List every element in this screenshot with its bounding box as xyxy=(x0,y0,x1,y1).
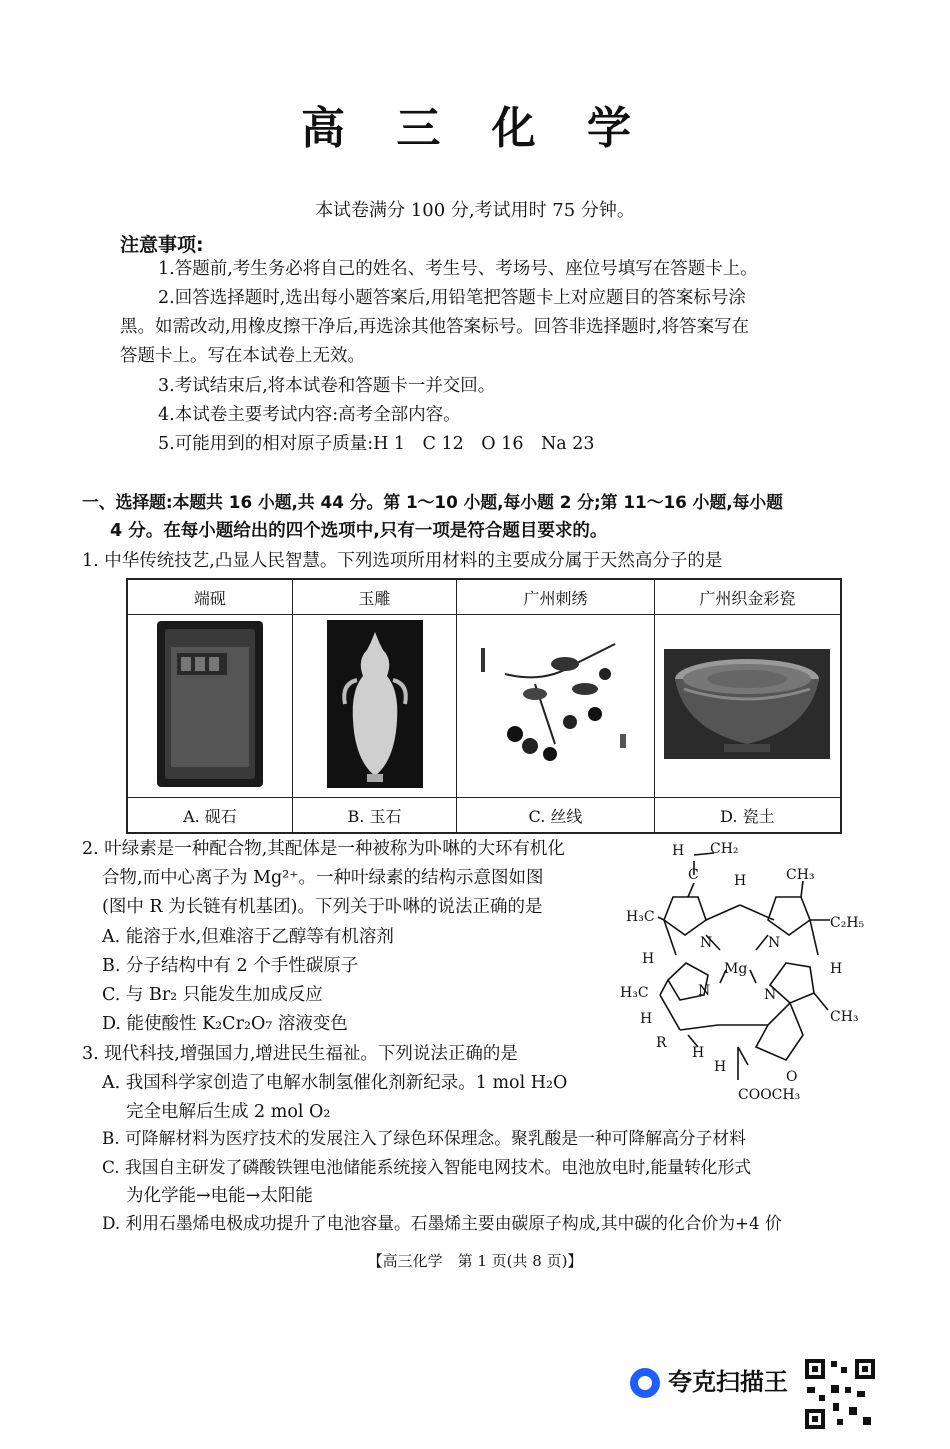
scanner-logo-icon xyxy=(628,1366,662,1400)
notice-line: 1.答题前,考生务必将自己的姓名、考生号、考场号、座位号填写在答题卡上。 xyxy=(158,259,758,279)
qr-code-icon xyxy=(803,1357,877,1431)
caption-cell: 端砚 xyxy=(127,579,292,615)
option-a-label: A. 砚石 xyxy=(127,798,292,834)
q3-option-d: D. 利用石墨烯电极成功提升了电池容量。石墨烯主要由碳原子构成,其中碳的化合价为+4 价 xyxy=(102,1213,782,1233)
struct-label: H xyxy=(640,1011,653,1027)
q3-option-a-cont: 完全电解后生成 2 mol O₂ xyxy=(126,1102,331,1122)
porcelain-bowl-image xyxy=(654,615,841,798)
q2-option-c: C. 与 Br₂ 只能发生加成反应 xyxy=(102,985,323,1005)
struct-label: H xyxy=(714,1059,727,1075)
notice-line: 2.回答选择题时,选出每小题答案后,用铅笔把答题卡上对应题目的答案标号涂 xyxy=(158,288,746,308)
q2-option-b: B. 分子结构中有 2 个手性碳原子 xyxy=(102,956,359,976)
struct-label: H₃C xyxy=(626,909,655,925)
notice-line: 答题卡上。写在本试卷上无效。 xyxy=(120,346,365,366)
struct-label: H xyxy=(642,951,655,967)
caption-cell: 玉雕 xyxy=(292,579,456,615)
struct-label: CH₃ xyxy=(830,1009,859,1025)
struct-label: N xyxy=(698,983,711,999)
question-2-stem: 2. 叶绿素是一种配合物,其配体是一种被称为卟啉的大环有机化 xyxy=(82,839,565,859)
struct-label: H₃C xyxy=(620,985,649,1001)
struct-label: N xyxy=(768,935,781,951)
q1-materials-table xyxy=(126,578,842,834)
q3-option-c: C. 我国自主研发了磷酸铁锂电池储能系统接入智能电网技术。电池放电时,能量转化形式 xyxy=(102,1157,752,1177)
caption-cell: 广州织金彩瓷 xyxy=(654,579,841,615)
option-d-label: D. 瓷土 xyxy=(654,798,841,834)
struct-label: H xyxy=(672,843,685,859)
section-heading: 4 分。在每小题给出的四个选项中,只有一项是符合题目要求的。 xyxy=(110,521,608,541)
notice-line: 4.本试卷主要考试内容:高考全部内容。 xyxy=(158,405,461,425)
struct-label: CH₃ xyxy=(786,867,815,883)
q3-option-b: B. 可降解材料为医疗技术的发展注入了绿色环保理念。聚乳酸是一种可降解高分子材料 xyxy=(102,1128,746,1148)
question-2-stem: (图中 R 为长链有机基团)。下列关于卟啉的说法正确的是 xyxy=(102,897,543,917)
struct-label: N xyxy=(700,935,713,951)
question-1-stem: 1. 中华传统技艺,凸显人民智慧。下列选项所用材料的主要成分属于天然高分子的是 xyxy=(82,551,723,571)
scanner-brand: 夸克扫描王 xyxy=(668,1368,788,1396)
embroidery-image xyxy=(457,615,655,798)
inkstone-image xyxy=(127,615,292,798)
section-heading: 一、选择题:本题共 16 小题,共 44 分。第 1～10 小题,每小题 2 分;第 11～16 小题,每小题 xyxy=(82,492,783,512)
struct-label: N xyxy=(764,987,777,1003)
struct-label: Mg xyxy=(724,961,748,977)
struct-label: COOCH₃ xyxy=(738,1087,801,1103)
struct-label: H xyxy=(734,873,747,889)
q2-option-a: A. 能溶于水,但难溶于乙醇等有机溶剂 xyxy=(102,927,394,947)
struct-label: H xyxy=(692,1045,705,1061)
struct-label: H xyxy=(830,961,843,977)
question-2-stem: 合物,而中心离子为 Mg²⁺。一种叶绿素的结构示意图如图 xyxy=(102,868,544,888)
notice-line: 5.可能用到的相对原子质量:H 1 C 12 O 16 Na 23 xyxy=(158,434,595,454)
option-c-label: C. 丝线 xyxy=(457,798,655,834)
question-3-stem: 3. 现代科技,增强国力,增进民生福祉。下列说法正确的是 xyxy=(82,1044,518,1064)
jade-vase-image xyxy=(292,615,456,798)
struct-label: O xyxy=(786,1069,798,1085)
q3-option-c-cont: 为化学能→电能→太阳能 xyxy=(126,1186,313,1206)
struct-label: CH₂ xyxy=(710,841,739,857)
q3-option-a: A. 我国科学家创造了电解水制氢催化剂新纪录。1 mol H₂O xyxy=(102,1073,568,1093)
caption-cell: 广州刺绣 xyxy=(457,579,655,615)
q2-option-d: D. 能使酸性 K₂Cr₂O₇ 溶液变色 xyxy=(102,1014,348,1034)
struct-label: C xyxy=(688,867,699,883)
page-title: 高 三 化 学 xyxy=(301,103,649,154)
notice-line: 3.考试结束后,将本试卷和答题卡一并交回。 xyxy=(158,376,496,396)
chlorophyll-structure xyxy=(618,835,878,1110)
struct-label: C₂H₅ xyxy=(830,915,865,931)
struct-label: R xyxy=(656,1035,667,1051)
option-b-label: B. 玉石 xyxy=(292,798,456,834)
notice-heading: 注意事项: xyxy=(120,234,204,256)
exam-info: 本试卷满分 100 分,考试用时 75 分钟。 xyxy=(315,200,635,221)
page-footer: 【高三化学 第 1 页(共 8 页)】 xyxy=(367,1252,583,1270)
notice-line: 黑。如需改动,用橡皮擦干净后,再选涂其他答案标号。回答非选择题时,将答案写在 xyxy=(120,317,750,337)
